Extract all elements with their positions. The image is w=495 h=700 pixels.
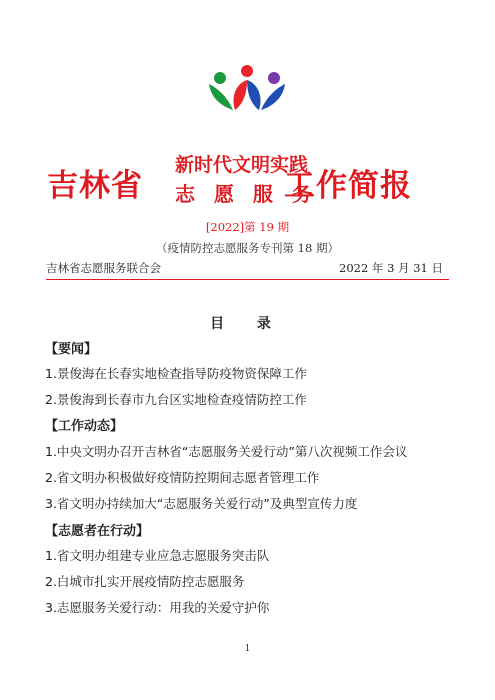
masthead-tagline-bottom: 志 愿 服 务 xyxy=(175,182,318,206)
masthead-province: 吉林省 xyxy=(47,168,143,204)
issue-number: [2022]第 19 期 xyxy=(205,220,290,234)
toc-item[interactable]: 1.景俊海在长春实地检查指导防疫物资保障工作 xyxy=(45,366,307,381)
masthead-tagline-top: 新时代文明实践 xyxy=(175,154,309,176)
organization: 吉林省志愿服务联合会 xyxy=(46,261,161,275)
toc-item[interactable]: 1.省文明办组建专业应急志愿服务突击队 xyxy=(45,548,270,563)
toc-item[interactable]: 2.白城市扎实开展疫情防控志愿服务 xyxy=(45,574,245,589)
toc-item[interactable]: 1.中央文明办召开吉林省“志愿服务关爱行动”第八次视频工作会议 xyxy=(45,444,408,459)
header-divider xyxy=(46,279,449,280)
toc-item[interactable]: 2.景俊海到长春市九台区实地检查疫情防控工作 xyxy=(45,392,307,407)
toc-item[interactable]: 3.志愿服务关爱行动：用我的关爱守护你 xyxy=(45,600,270,615)
toc-title: 目 录 xyxy=(210,316,285,332)
volunteer-logo-icon xyxy=(205,62,289,112)
section-heading: 【要闻】 xyxy=(45,342,98,357)
page-number: 1 xyxy=(244,644,251,654)
section-heading: 【志愿者在行动】 xyxy=(45,524,150,539)
publish-date: 2022 年 3 月 31 日 xyxy=(339,261,443,275)
masthead-bulletin: 工作简报 xyxy=(284,168,412,204)
toc-item[interactable]: 2.省文明办积极做好疫情防控期间志愿者管理工作 xyxy=(45,470,320,485)
toc-item[interactable]: 3.省文明办持续加大“志愿服务关爱行动”及典型宣传力度 xyxy=(45,496,358,511)
section-heading: 【工作动态】 xyxy=(45,419,124,434)
special-issue: （疫情防控志愿服务专刊第 18 期） xyxy=(156,241,339,255)
